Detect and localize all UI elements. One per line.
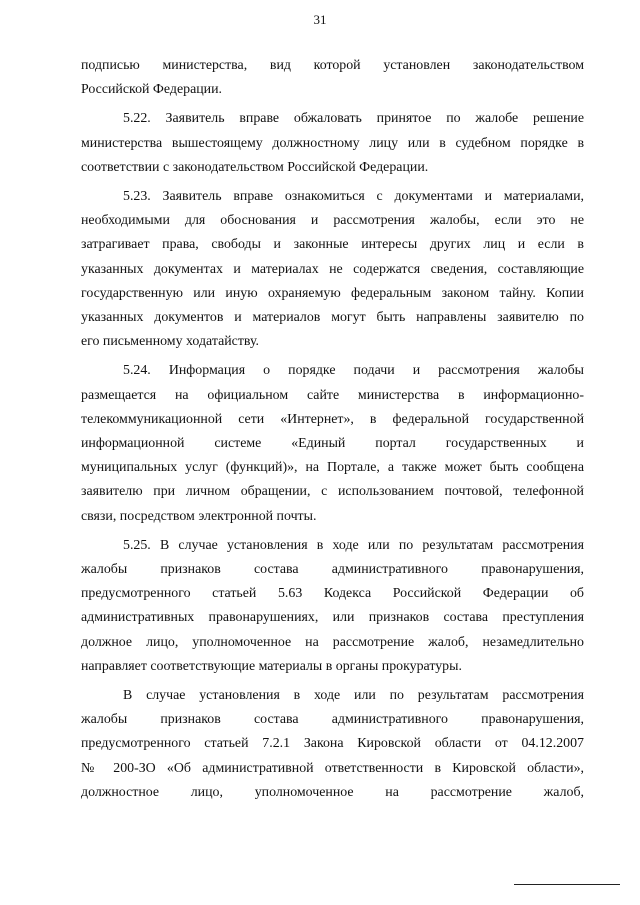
text-line: размещается на официальном сайте министерства в информационно- <box>81 387 584 403</box>
text-line: Российской Федерации. <box>81 82 223 98</box>
document-body <box>81 54 584 810</box>
text-line: жалобы признаков состава административного правонарушения, <box>81 712 584 728</box>
text-line: необходимыми для обоснования и рассмотрения жалобы, если это не <box>81 213 584 229</box>
paragraph-5-22 <box>81 107 584 180</box>
text-line: должное лицо, уполномоченное на рассмотрение жалоб, незамедлительно <box>81 634 584 650</box>
text-line: заявителю при личном обращении, с использованием почтовой, телефонной <box>81 484 584 500</box>
text-line: указанных документах и материалах не содержатся сведения, составляющие <box>81 261 584 277</box>
text-line: телекоммуникационной сети «Интернет», в федеральной государственной <box>81 411 584 427</box>
paragraph-5-25-continuation <box>81 684 584 805</box>
text-line: предусмотренного статьей 5.63 Кодекса Российской Федерации об <box>81 586 584 602</box>
text-line: 5.22. Заявитель вправе обжаловать принятое по жалобе решение <box>123 111 584 127</box>
text-line: жалобы признаков состава административного правонарушения, <box>81 562 584 578</box>
text-line: указанных документов и материалов могут быть направлены заявителю по <box>81 310 584 326</box>
paragraph-5-24 <box>81 359 584 528</box>
text-line: его письменному ходатайству. <box>81 334 260 350</box>
text-line: направляет соответствующие материалы в органы прокуратуры. <box>81 658 462 674</box>
text-line: министерства вышестоящему должностному лицу или в судебном порядке в <box>81 135 584 151</box>
text-line: В случае установления в ходе или по результатам рассмотрения <box>123 688 584 704</box>
text-line: связи, посредством электронной почты. <box>81 508 317 524</box>
paragraph-continued <box>81 54 584 102</box>
page-number: 31 <box>313 12 327 27</box>
text-line: информационной системе «Единый портал государственных и <box>81 436 584 452</box>
text-line: № 200-ЗО «Об административной ответственности в Кировской области», <box>81 760 584 776</box>
text-line: административных правонарушениях, или признаков состава преступления <box>81 610 584 626</box>
text-line: соответствии с законодательством Российской Федерации. <box>81 159 429 175</box>
text-line: 5.24. Информация о порядке подачи и рассмотрения жалобы <box>123 363 584 379</box>
footer-rule <box>514 884 620 885</box>
text-line: затрагивает права, свободы и законные интересы других лиц и если в <box>81 237 584 253</box>
text-line: 5.23. Заявитель вправе ознакомиться с документами и материалами, <box>123 189 584 205</box>
paragraph-5-25 <box>81 534 584 679</box>
text-line: государственную или иную охраняемую федеральным законом тайну. Копии <box>81 285 584 301</box>
text-line: предусмотренного статьей 7.2.1 Закона Кировской области от 04.12.2007 <box>81 736 584 752</box>
text-line: должностное лицо, уполномоченное на рассмотрение жалоб, <box>81 784 584 800</box>
text-line: муниципальных услуг (функций)», на Портале, а также может быть сообщена <box>81 460 584 476</box>
text-line: подписью министерства, вид которой установлен законодательством <box>81 58 584 73</box>
text-line: 5.25. В случае установления в ходе или по результатам рассмотрения <box>123 537 584 553</box>
paragraph-5-23 <box>81 185 584 354</box>
